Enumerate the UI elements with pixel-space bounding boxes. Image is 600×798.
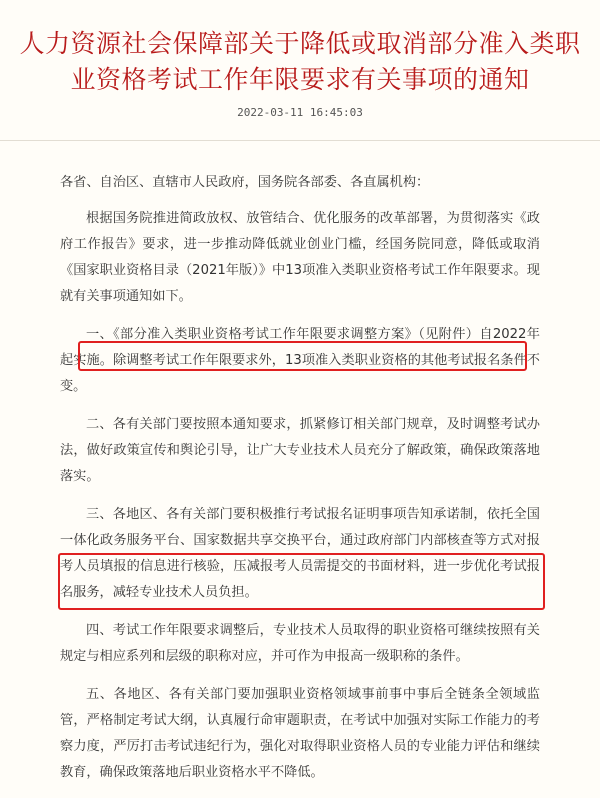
title-line-2: 业资格考试工作年限要求有关事项的通知 xyxy=(70,65,530,94)
paragraph-4: 四、考试工作年限要求调整后，专业技术人员取得的职业资格可继续按照有关规定与相应系列和层级的职称对应，并可作为申报高一级职称的条件。 xyxy=(60,623,540,664)
title-line-1: 人力资源社会保障部关于降低或取消部分准入类职 xyxy=(19,29,581,58)
paragraph-1: 一、《部分准入类职业资格考试工作年限要求调整方案》（见附件）自2022年起实施。除调整考试工作年限要求外，13项准入类职业资格的其他考试报名条件不变。 xyxy=(60,327,540,394)
paragraph-intro: 根据国务院推进简政放权、放管结合、优化服务的改革部署，为贯彻落实《政府工作报告》要求，进一步推动降低就业创业门槛，经国务院同意，降低或取消《国家职业资格目录（2021年版）》中13项准入类职业资格考试工作年限要求。现就有关事项通知如下。 xyxy=(60,211,540,304)
article-body xyxy=(60,170,540,798)
paragraph-5: 五、各地区、各有关部门要加强职业资格领域事前事中事后全链条全领域监管，严格制定考试大纲，认真履行命审题职责，在考试中加强对实际工作能力的考察力度，严厉打击考试违纪行为，强化对取得职业资格人员的专业能力评估和继续教育，确保政策落地后职业资格水平不降低。 xyxy=(60,687,540,780)
paragraph-3: 三、各地区、各有关部门要积极推行考试报名证明事项告知承诺制，依托全国一体化政务服务平台、国家数据共享交换平台，通过政府部门内部核查等方式对报考人员填报的信息进行核验，压减报考人员需提交的书面材料，进一步优化考试报名服务，减轻专业技术人员负担。 xyxy=(60,507,540,600)
divider xyxy=(0,140,600,141)
publish-date: 2022-03-11 16:45:03 xyxy=(237,106,363,119)
paragraph-2: 二、各有关部门要按照本通知要求，抓紧修订相关部门规章，及时调整考试办法，做好政策宣传和舆论引导，让广大专业技术人员充分了解政策，确保政策落地落实。 xyxy=(60,417,540,484)
page-title xyxy=(0,26,600,98)
highlight-box-paragraph-4 xyxy=(58,553,545,610)
highlight-box-paragraph-1 xyxy=(78,341,527,371)
salutation: 各省、自治区、直辖市人民政府，国务院各部委、各直属机构： xyxy=(60,175,430,190)
